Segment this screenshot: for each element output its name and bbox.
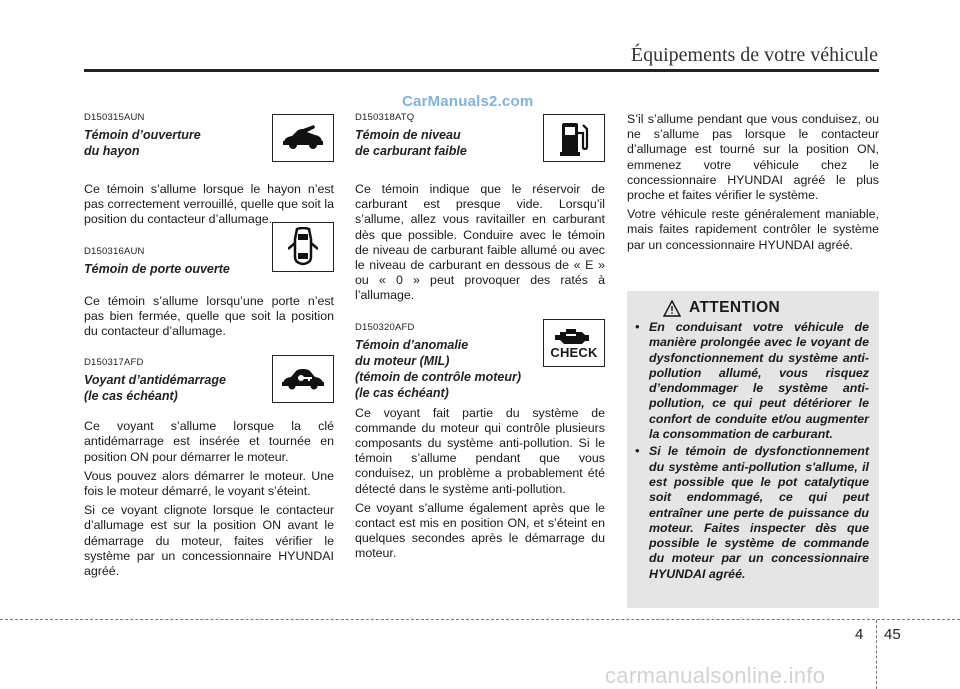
section-door [84,246,334,280]
page-number: 45 [884,626,901,643]
watermark-top[interactable]: CarManuals2.com [402,93,534,110]
section-title-line2: du moteur (MIL) [355,353,450,368]
section-text: S’il s’allume pendant que vous conduisez, ou ne s’allume pas lorsque le contacteur d’allumage est tourné sur la position ON, emmenez votre véhicule chez le concessionnaire HYUNDAI agréé le plus proche et faites vérifier le système. [627,112,879,203]
section-text: Ce témoin s’allume lorsqu’une porte n’est pas bien fermée, quelle que soit la position du contacteur d’allumage. [84,293,334,339]
section-text: Ce voyant s’allume également après que le contact est mis en position ON, et s’éteint en quelques secondes après le démarrage du moteur. [355,500,605,561]
check-label: CHECK [550,345,598,361]
section-code: D150320AFD [355,321,415,333]
column-middle [355,112,605,566]
bullet: • [635,320,640,334]
section-code: D150317AFD [84,357,144,369]
section-text: Ce témoin s’allume lorsque le hayon n’est pas correctement verrouillé, quelle que soit la position du contacteur d’allumage. [84,182,334,227]
section-trunk [84,112,334,172]
attention-item [635,320,869,442]
section-fuel [355,112,605,172]
watermark-bottom[interactable]: carmanualsonline.info [605,663,826,688]
section-title-line3: (témoin de contrôle moteur) [355,369,521,384]
attention-header [663,299,869,317]
warning-triangle-icon [663,300,681,317]
section-text: Vous pouvez alors démarrer le moteur. Une fois le moteur démarré, le voyant s’éteint. [84,468,334,499]
door-open-icon [272,222,334,272]
section-title-line4: (le cas échéant) [355,385,449,400]
page-header-title: Équipements de votre véhicule [630,44,878,66]
header-rule [84,69,879,72]
section-text: Ce voyant fait partie du système de commande du moteur qui contrôle plusieurs composants du système anti-pollution. Si le témoin s’allume pendant que vous conduisez, un problème a probablement été détecté dans le système anti-pollution. [355,405,605,496]
section-immobilizer [84,357,334,407]
section-title: Témoin de niveau [355,128,461,142]
section-title: Voyant d’antidémarrage [84,373,226,388]
immobilizer-icon [272,355,334,403]
page-separator [876,620,877,689]
section-title-line2: de carburant faible [355,144,467,158]
bullet: • [635,444,640,459]
section-text: Ce voyant s’allume lorsque la clé antidémarrage est insérée et tournée en position ON pour démarrer le moteur. [84,419,334,464]
trunk-open-icon [272,114,334,162]
column-right [627,112,879,257]
section-mil [355,322,605,404]
section-title-line2: du hayon [84,144,140,158]
section-code: D150316AUN [84,245,145,257]
attention-item [635,444,869,582]
attention-item-text: En conduisant votre véhicule de manière prolongée avec le voyant de dysfonctionnement du système anti-pollution allumé, vous risquez d’endommager le système anti-pollution, ce qui peut détériorer le confort de conduite et/ou augmenter la consommation de carburant. [649,320,869,442]
check-engine-icon [543,319,605,367]
section-title: Témoin de porte ouverte [84,261,230,276]
column-left [84,112,334,583]
section-title: Témoin d’anomalie [355,337,469,352]
fuel-pump-icon [543,114,605,162]
attention-box [627,291,879,608]
section-text: Ce témoin indique que le réservoir de carburant est presque vide. Lorsqu’il s’allume, allez vous ravitailler en carburant dès que possible. Conduire avec le témoin de niveau de carburant faible allumé ou avec le niveau de carburant en dessous de « E » ou « 0 » peut provoquer des ratés à l’allumage. [355,182,605,303]
section-title: Témoin d’ouverture [84,128,201,142]
section-code: D150315AUN [84,112,145,123]
section-code: D150318ATQ [355,112,415,123]
section-text: Si ce voyant clignote lorsque le contacteur d’allumage est sur la position ON avant le démarrage du moteur, faites vérifier le système par un concessionnaire HYUNDAI agréé. [84,503,334,579]
section-text: Votre véhicule reste généralement maniable, mais faites rapidement contrôler le système par un concessionnaire HYUNDAI agréé. [627,207,879,252]
chapter-number: 4 [855,626,864,643]
attention-item-text: Si le témoin de dysfonctionnement du système anti-pollution s'allume, il est possible que le pot catalytique soit endommagé, ce qui peut entraîner une perte de puissance du moteur. Faites inspecter dès que possible le système de commande du moteur par un concessionnaire HYUNDAI agréé. [649,444,869,581]
footer-rule [0,619,960,620]
attention-title: ATTENTION [689,299,781,316]
section-title-line2: (le cas échéant) [84,389,178,404]
